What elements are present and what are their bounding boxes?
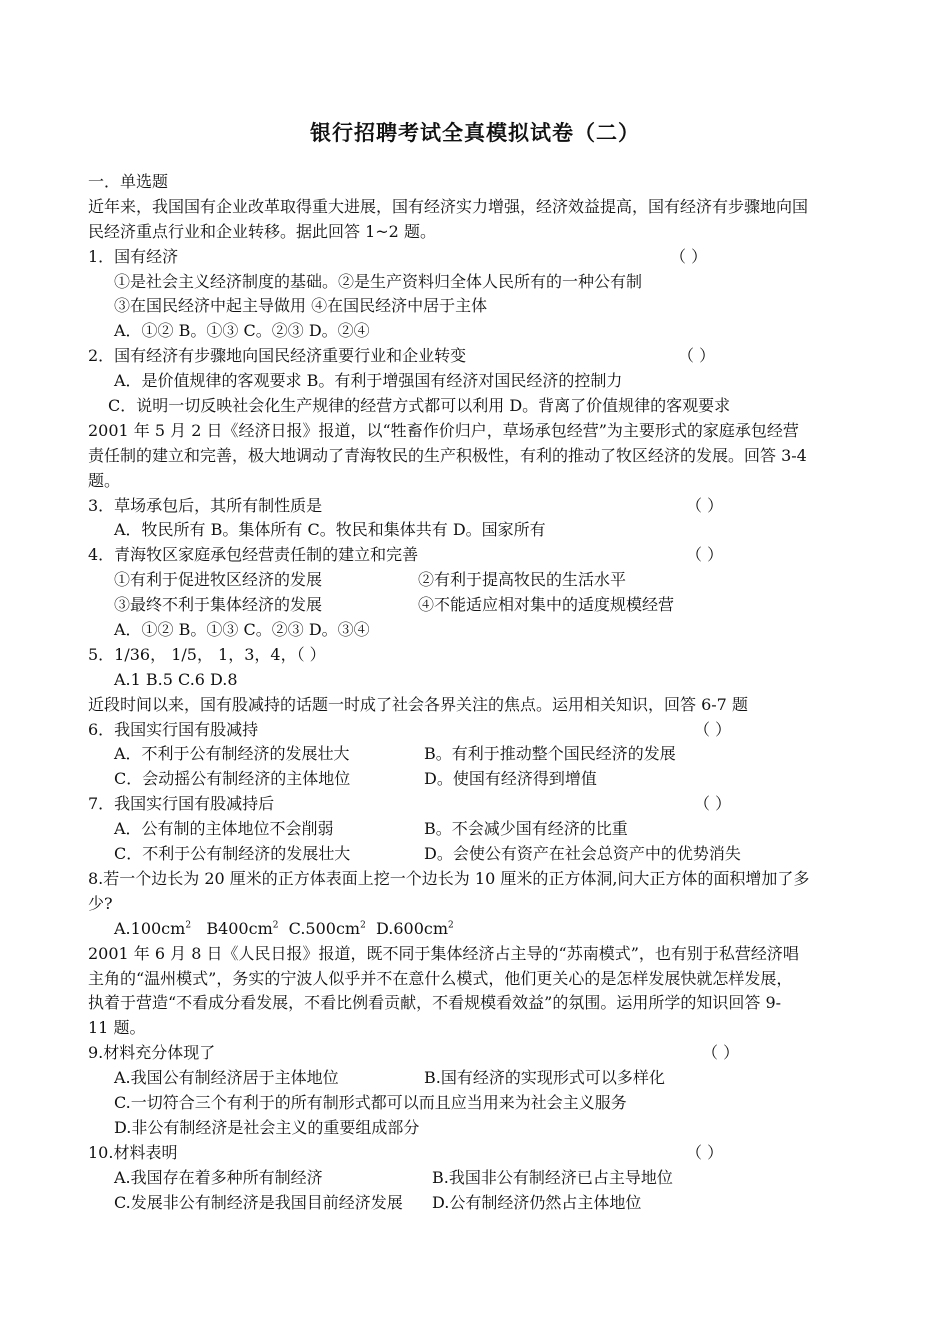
- question-2-options-line-1: A．是价值规律的客观要求 B。有利于增强国有经济对国民经济的控制力: [114, 371, 623, 391]
- page-title: 银行招聘考试全真模拟试卷（二）: [310, 121, 640, 145]
- question-8-option-b: [206, 919, 278, 938]
- question-6-options-row-2: [88, 767, 863, 792]
- question-6-option-c: C．会动摇公有制经济的主体地位: [114, 769, 351, 789]
- question-8-options: [88, 917, 863, 942]
- question-1-options: A．①② B。①③ C。②③ D。②④: [114, 321, 370, 341]
- question-7-option-d: D。会使公有资产在社会总资产中的优势消失: [424, 844, 741, 864]
- question-3: [88, 494, 863, 519]
- question-4-statements-row-1: [88, 568, 863, 593]
- question-9-option-a: A.我国公有制经济居于主体地位: [114, 1068, 339, 1088]
- question-2-stem: 2．国有经济有步骤地向国民经济重要行业和企业转变: [88, 346, 467, 366]
- question-10-option-c: C.发展非公有制经济是我国目前经济发展: [114, 1192, 403, 1212]
- option-b-exponent: 2: [272, 920, 279, 931]
- question-9-option-b: B.国有经济的实现形式可以多样化: [424, 1068, 665, 1088]
- question-9-answer-blank: （ ）: [702, 1043, 740, 1063]
- intro-paragraph-1-line-2: 民经济重点行业和企业转移。据此回答 1~2 题。: [88, 221, 436, 241]
- question-6-option-b: B。有利于推动整个国民经济的发展: [424, 744, 676, 764]
- option-a-exponent: 2: [185, 920, 192, 931]
- question-4-statements-row-2: [88, 593, 863, 618]
- question-8-option-d: [376, 919, 454, 938]
- option-b-text: B400cm: [206, 918, 273, 938]
- intro-paragraph-1-line-1: 近年来，我国国有企业改革取得重大进展，国有经济实力增强，经济效益提高，国有经济有步骤地向国: [88, 196, 809, 216]
- intro-paragraph-2-line-2: 责任制的建立和完善，极大地调动了青海牧民的生产积极性，有利的推动了牧区经济的发展。回答 3-4: [88, 445, 807, 465]
- question-6-stem: 6．我国实行国有股减持: [88, 719, 259, 739]
- question-4-stem: 4．青海牧区家庭承包经营责任制的建立和完善: [88, 545, 419, 565]
- question-7-options-row-2: [88, 842, 863, 867]
- question-4: [88, 543, 863, 568]
- question-3-options: A．牧民所有 B。集体所有 C。牧民和集体共有 D。国家所有: [114, 520, 546, 540]
- question-6-option-a: A．不利于公有制经济的发展壮大: [114, 744, 350, 764]
- question-9-option-c: C.一切符合三个有利于的所有制形式都可以而且应当用来为社会主义服务: [114, 1092, 627, 1112]
- option-d-text: D.600cm: [376, 918, 449, 938]
- question-5-stem: 5．1/36， 1/5， 1，3，4，（ ）: [88, 644, 326, 664]
- question-9-option-d: D.非公有制经济是社会主义的重要组成部分: [114, 1117, 420, 1137]
- question-8-stem-line-1: 8.若一个边长为 20 厘米的正方体表面上挖一个边长为 10 厘米的正方体洞,问大正方体的面积增加了多: [88, 868, 810, 888]
- question-10-option-b: B.我国非公有制经济已占主导地位: [432, 1167, 673, 1187]
- question-7-option-b: B。不会减少国有经济的比重: [424, 819, 628, 839]
- question-2-answer-blank: （ ）: [678, 346, 716, 366]
- question-4-statement-4: ④不能适应相对集中的适度规模经营: [418, 595, 675, 615]
- option-a-text: A.100cm: [114, 918, 186, 938]
- question-4-statement-2: ②有利于提高牧民的生活水平: [418, 570, 627, 590]
- question-7-answer-blank: （ ）: [694, 794, 732, 814]
- question-4-options: A．①② B。①③ C。②③ D。③④: [114, 620, 370, 640]
- question-5-options: A.1 B.5 C.6 D.8: [114, 669, 238, 689]
- question-1: [88, 245, 863, 270]
- section-heading: 一．单选题: [88, 172, 169, 191]
- question-6: [88, 718, 863, 743]
- question-10-option-d: D.公有制经济仍然占主体地位: [432, 1192, 642, 1212]
- option-c-exponent: 2: [360, 920, 366, 931]
- question-7: [88, 792, 863, 817]
- intro-paragraph-4-line-1: 2001 年 6 月 8 日《人民日报》报道，既不同于集体经济占主导的“苏南模式”，也有别于私营经济唱: [88, 943, 799, 963]
- intro-paragraph-2-line-3: 题。: [88, 470, 121, 490]
- intro-paragraph-4-line-2: 主角的“温州模式”，务实的宁波人似乎并不在意什么模式，他们更关心的是怎样发展快就怎样发展，: [88, 968, 793, 988]
- intro-paragraph-3: 近段时间以来，国有股减持的话题一时成了社会各界关注的焦点。运用相关知识，回答 6-7 题: [88, 694, 748, 714]
- question-9-options-row-1: [88, 1066, 863, 1091]
- question-10-stem: 10.材料表明: [88, 1142, 178, 1162]
- question-6-options-row-1: [88, 742, 863, 767]
- question-9-stem: 9.材料充分体现了: [88, 1043, 216, 1063]
- question-4-statement-1: ①有利于促进牧区经济的发展: [114, 570, 323, 590]
- question-10-answer-blank: （ ）: [686, 1142, 724, 1162]
- question-7-stem: 7．我国实行国有股减持后: [88, 794, 275, 814]
- question-3-answer-blank: （ ）: [686, 495, 724, 515]
- option-d-exponent: 2: [448, 920, 454, 931]
- question-1-stem: 1．国有经济: [88, 246, 179, 266]
- question-8-option-a: [114, 919, 191, 938]
- question-7-option-c: C．不利于公有制经济的发展壮大: [114, 844, 351, 864]
- question-9: [88, 1041, 863, 1066]
- intro-paragraph-4-line-4: 11 题。: [88, 1018, 146, 1038]
- question-10-options-row-2: [88, 1191, 863, 1216]
- question-2-options-line-2: C．说明一切反映社会化生产规律的经营方式都可以利用 D。背离了价值规律的客观要求: [108, 396, 731, 416]
- question-8-option-c: [289, 919, 366, 938]
- question-1-statement-2: ③在国民经济中起主导做用 ④在国民经济中居于主体: [114, 296, 488, 316]
- intro-paragraph-2-line-1: 2001 年 5 月 2 日《经济日报》报道，以“牲畜作价归户，草场承包经营”为主要形式的家庭承包经营: [88, 420, 799, 440]
- question-6-answer-blank: （ ）: [694, 719, 732, 739]
- question-10-option-a: A.我国存在着多种所有制经济: [114, 1167, 323, 1187]
- question-10: [88, 1141, 863, 1166]
- question-10-options-row-1: [88, 1166, 863, 1191]
- question-3-stem: 3．草场承包后，其所有制性质是: [88, 495, 323, 515]
- question-7-options-row-1: [88, 817, 863, 842]
- question-4-statement-3: ③最终不利于集体经济的发展: [114, 595, 323, 615]
- question-7-option-a: A．公有制的主体地位不会削弱: [114, 819, 334, 839]
- question-4-answer-blank: （ ）: [686, 545, 724, 565]
- question-1-statement-1: ①是社会主义经济制度的基础。②是生产资料归全体人民所有的一种公有制: [114, 271, 643, 291]
- intro-paragraph-4-line-3: 执着于营造“不看成分看发展，不看比例看贡献，不看规模看效益”的氛围。运用所学的知识回答 9-: [88, 993, 782, 1013]
- exam-content: [88, 170, 863, 1215]
- option-c-text: C.500cm: [288, 918, 361, 938]
- question-6-option-d: D。使国有经济得到增值: [424, 769, 597, 789]
- question-1-answer-blank: （ ）: [670, 246, 708, 266]
- question-8-stem-line-2: 少?: [88, 893, 113, 913]
- question-2: [88, 344, 863, 369]
